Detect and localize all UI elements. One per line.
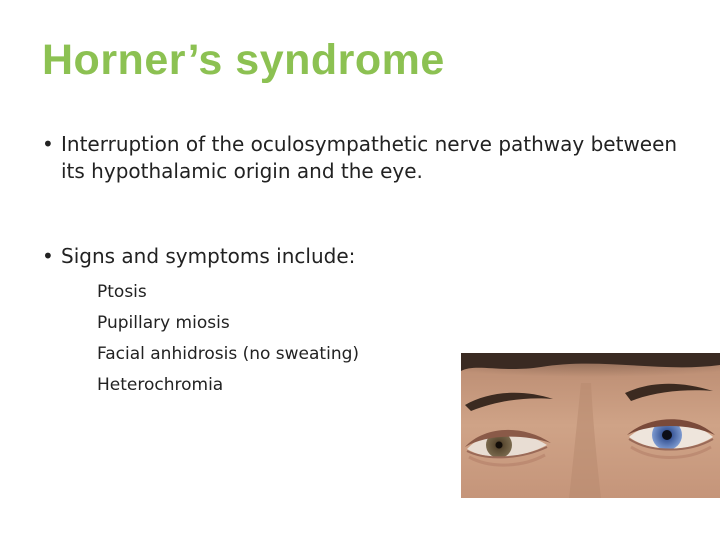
bullet-definition xyxy=(42,131,682,185)
bullet-text: Signs and symptoms include: xyxy=(61,244,356,268)
bullet-text: Interruption of the oculosympathetic nerve pathway between its hypothalamic origin and the eye. xyxy=(61,132,678,183)
eyes-photo xyxy=(461,353,720,498)
symptom-item: Pupillary miosis xyxy=(97,313,230,333)
bullet-marker: • xyxy=(42,132,54,156)
symptom-item: Heterochromia xyxy=(97,375,224,395)
symptom-list xyxy=(97,277,359,401)
bullet-marker: • xyxy=(42,244,54,268)
slide-title: Horner’s syndrome xyxy=(42,36,445,84)
symptom-item: Facial anhidrosis (no sweating) xyxy=(97,344,360,364)
bullet-signs xyxy=(42,243,682,270)
symptom-item: Ptosis xyxy=(97,282,147,302)
